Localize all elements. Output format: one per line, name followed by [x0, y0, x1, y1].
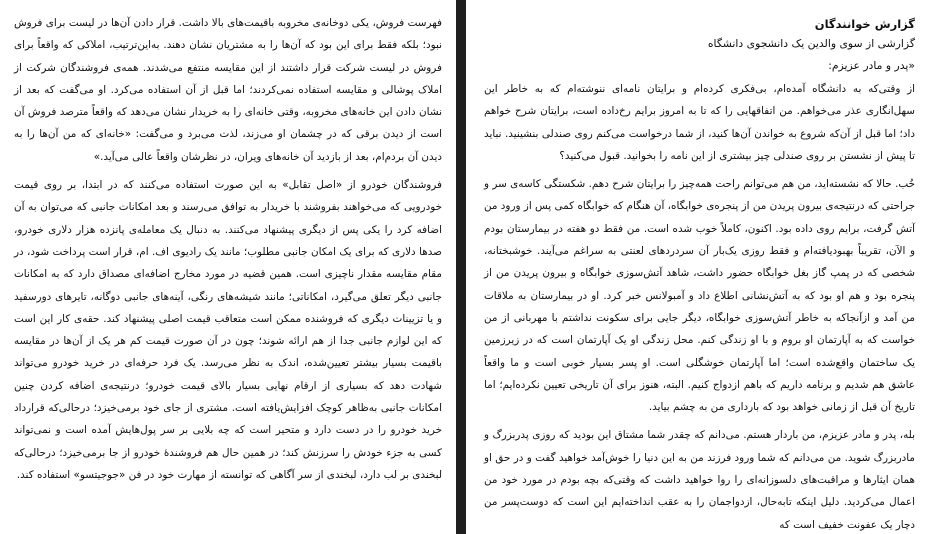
paragraph: فروشندگان خودرو از «اصل تقابل» به این صورت استفاده می‌کنند که در ابتدا، بر روی قیمت خودرویی که می‌خواهند بفروشند با خریدار به توافق می‌رسند و بعد امکانات جانبی که می‌توان به آن اضافه کرد را یکی پس از دیگری پیشنهاد می‌کنند. به دنبال یک معامله‌ی پانزده هزار دلاری خودرو، صدها دلاری که برای یک امکان جانبی مطلوب؛ مانند یک رادیوی اف. ام، قرار است پرداخت شود، در مقام مقایسه مقدار ناچیزی است. همین قضیه در مورد مخارج اضافه‌ای مصداق دارد که به امکانات جانبی دیگر تعلق می‌گیرد، امکاناتی؛ مانند شیشه‌های رنگی، آینه‌های جانبی دوگانه، تایرهای دورسفید و یا تزیینات دیگری که فروشنده ممکن است متعاقب قیمت اصلی پیشنهاد کند. حقه‌ی کار این است که این لوازم جانبی جدا از هم ارائه شوند؛ چون در آن صورت قیمت کم هر یک از آن‌ها در مقایسه باقیمت بسیار بیشتر تعیین‌شده، اندک به نظر می‌رسد. یک فرد حرفه‌ای در خرید خودرو می‌تواند شهادت دهد که بسیاری از ارقام نهایی بسیار بالای قیمت خودرو؛ درنتیجه‌ی اضافه کردن چنین امکانات جانبی به‌ظاهر کوچک افزایش‌یافته است. مشتری از جای خود برمی‌خیزد؛ درحالی‌که قرارداد خرید خودرو را در دست دارد و متحیر است که چه بلایی بر سر پول‌هایش آمده است و نمی‌تواند کسی به جزء خودش را سرزنش کند؛ در همین حال هم فروشندهٔ خودرو از جا برمی‌خیزد؛ درحالی‌که لبخندی بر لب دارد، لبخندی از سر آگاهی که توانسته از مهارت خود در فن «جوجیتسو» استفاده کند.: [14, 179, 442, 481]
paragraph: فهرست فروش، یکی دوخانه‌ی مخروبه باقیمت‌های بالا داشت. قرار دادن آن‌ها در لیست برای فروش نبود؛ بلکه فقط برای این بود که آن‌ها را به مشتریان نشان دهند. به‌این‌ترتیب، املاکی که واقعاً برای فروش در لیست شرکت قرار داشتند از این مقایسه منتفع می‌شدند. همه‌ی فروشندگان شرکت از املاک پوشالی و مقایسه استفاده نمی‌کردند؛ اما قبل از آن استفاده می‌کرد. او می‌گفت که بعد از نشان دادن این خانه‌های مخروبه، وقتی خانه‌ای را به خریدار نشان می‌دهد که واقعاً مترصد فروش آن است از دیدن برقی که در چشمان او می‌زند، لذت می‌برد و می‌گفت: «خانه‌ای که من آن‌ها را به دیدن آن بردم‌ام، بعد از بازدید آن خانه‌های ویران، در نظرشان واقعاً عالی می‌آید.»: [14, 17, 442, 163]
section-subtitle: گزارشی از سوی والدین یک دانشجوی دانشگاه: [707, 37, 915, 50]
left-page-body: [14, 12, 442, 486]
right-page: [466, 0, 927, 534]
page-gutter: [456, 0, 466, 534]
paragraph: خُب. حالا که نشسته‌اید، من هم می‌توانم راحت همه‌چیز را برایتان شرح دهم. شکستگی کاسه‌ی سر و جراحتی که درنتیجه‌ی بیرون پریدن من از پنجره‌ی خوابگاه، آن هنگام که خوابگاه کمی پس از ورود من آتش گرفت، برایم روی داده بود. اکنون، کاملاً خوب شده است. من فقط دو هفته در بیمارستان بودم و الآن، تقریباً بهبودیافته‌ام و فقط روزی یک‌بار آن سردردهای لعنتی به سراغم می‌آیند. خوشبختانه، شخصی که در پمپ گاز بغل خوابگاه حضور داشت، شاهد آتش‌سوزی خوابگاه و بیرون پریدن من از پنجره بود و هم او بود که به آتش‌نشانی اطلاع داد و آمبولانس خبر کرد. او در بیمارستان به ملاقات من آمد و ازآنجاکه به خاطر آتش‌سوزی خوابگاه، دیگر جایی برای سکونت نداشتم با مهربانی از من خواست که به آپارتمان او بروم و با او زندگی کنم. محل زندگی او یک آپارتمان است که در زیرزمین یک ساختمان واقع‌شده است؛ اما آپارتمان خوشگلی است. او پسر بسیار خوبی است و ما واقعاً عاشق هم شدیم و برنامه داریم که باهم ازدواج کنیم. البته، هنوز برای آن تاریخی تعیین نکرده‌ایم؛ اما تاریخ آن قبل از زمانی خواهد بود که بارداری من به چشم بیاید.: [484, 178, 915, 414]
section-title: گزارش خوانندگان: [814, 17, 915, 31]
letter-salutation: «پدر و مادر عزیزم:: [828, 59, 915, 72]
paragraph: بله، پدر و مادر عزیزم، من باردار هستم. می‌دانم که چقدر شما مشتاق این بودید که روزی پدربزرگ و مادربزرگ شوید. من می‌دانم که شما ورود فرزند من به این دنیا را خوش‌آمد خواهید گفت و در حق او همان ایثارها و مراقبت‌های دلسوزانه‌ای را روا خواهید داشت که وقتی‌که بچه بودم در مورد خود من اعمال می‌کردید. دلیل اینکه تابه‌حال، ازدواجمان را به عقب انداخته‌ایم این است که دوست‌پسر من دچار یک عفونت خفیف است که: [484, 429, 915, 531]
left-page: [0, 0, 456, 534]
paragraph: از وقتی‌که به دانشگاه آمده‌ام، بی‌فکری کرده‌ام و برایتان نامه‌ای ننوشته‌ام که به خاطر این سهل‌انگاری عذر می‌خواهم. من اتفاقهایی را که تا به امروز برایم رخ‌داده است، برایتان شرح خواهم داد؛ اما قبل از آن‌که شروع به خواندن آن‌ها کنید، از شما درخواست می‌کنم روی صندلی بنشینید. نباید تا پیش از نشستن بر روی صندلی چیز بیشتری از این نامه را بخوانید. قبول می‌کنید؟: [484, 83, 915, 162]
right-page-body: [484, 14, 915, 534]
